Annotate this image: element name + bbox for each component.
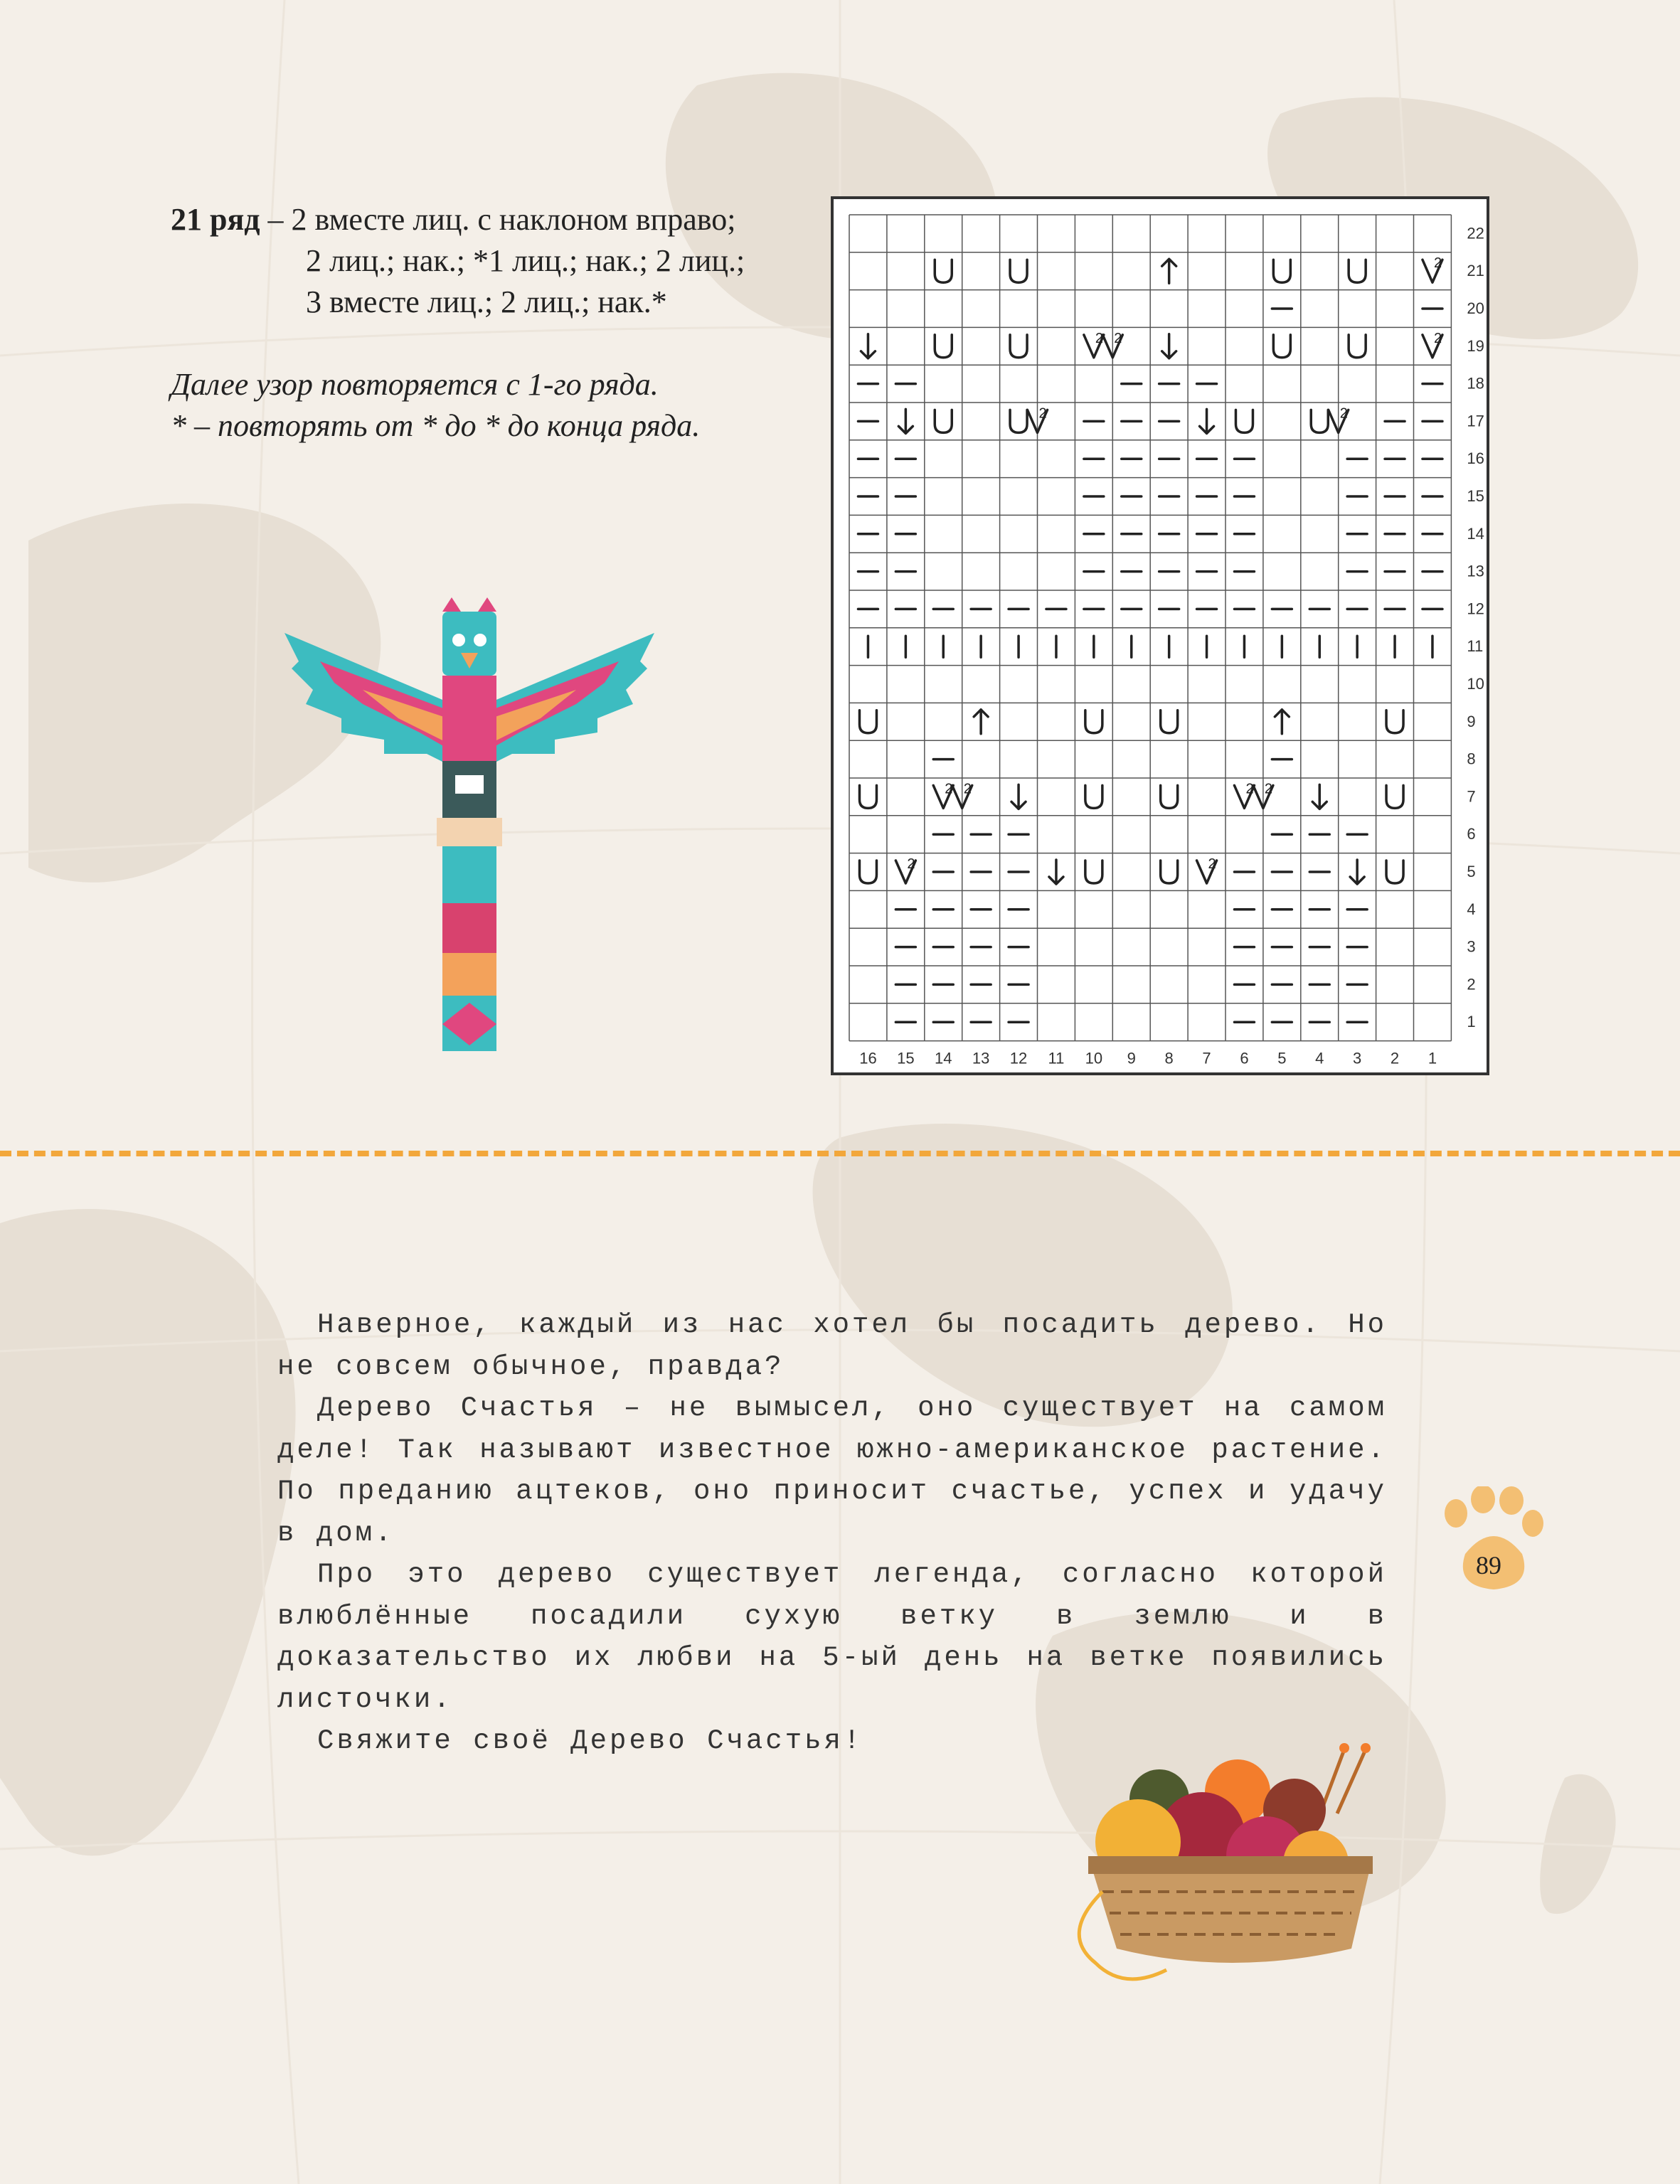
- asterisk-note: * – повторять от * до * до конца ряда.: [171, 408, 701, 443]
- chart-symbol: [859, 861, 876, 883]
- knitting-chart-grid: [834, 199, 1487, 1072]
- chart-symbol: [1200, 409, 1214, 433]
- chart-symbol-label: 2: [1095, 330, 1103, 346]
- chart-symbol: [1162, 334, 1176, 358]
- chart-symbol: [1349, 335, 1366, 358]
- chart-symbol-label: 2: [963, 781, 972, 797]
- chart-symbol-label: 2: [945, 781, 953, 797]
- chart-row-label: 12: [1467, 600, 1484, 618]
- chart-symbol: [935, 260, 952, 282]
- totem-pole-illustration: [277, 597, 661, 1053]
- chart-symbol: [859, 785, 876, 808]
- chart-row-label: 17: [1467, 412, 1484, 430]
- story-paragraph: Свяжите своё Дерево Счастья!: [317, 1725, 863, 1757]
- chart-symbol: [933, 781, 953, 808]
- chart-row-label: 4: [1467, 900, 1476, 918]
- chart-column-label: 7: [1202, 1049, 1211, 1067]
- chart-column-label: 10: [1085, 1049, 1103, 1067]
- chart-symbol: [1161, 710, 1178, 733]
- chart-symbol: [1350, 860, 1364, 884]
- chart-column-label: 13: [972, 1049, 990, 1067]
- knitting-chart: [831, 196, 1489, 1075]
- chart-row-label: 21: [1467, 262, 1484, 280]
- chart-row-label: 22: [1467, 224, 1484, 243]
- chart-row-label: 10: [1467, 675, 1484, 693]
- chart-symbol: [1085, 710, 1102, 733]
- chart-row-label: 3: [1467, 937, 1476, 956]
- chart-row-label: 18: [1467, 374, 1484, 393]
- chart-row-label: 20: [1467, 299, 1484, 317]
- chart-symbol: [859, 710, 876, 733]
- chart-row-label: 19: [1467, 336, 1484, 355]
- chart-column-label: 2: [1390, 1049, 1400, 1067]
- chart-symbol: [1010, 410, 1027, 432]
- chart-column-label: 12: [1009, 1049, 1028, 1067]
- chart-symbol: [1312, 784, 1327, 809]
- chart-row-label: 16: [1467, 449, 1484, 468]
- chart-column-label: 9: [1127, 1049, 1136, 1067]
- story-text: [277, 1304, 1387, 1762]
- chart-row-label: 8: [1467, 750, 1476, 768]
- chart-symbol-label: 2: [1339, 405, 1348, 422]
- chart-symbol: [1275, 710, 1289, 734]
- chart-symbol: [935, 410, 952, 432]
- chart-symbol: [1311, 410, 1328, 432]
- page-number: 89: [1476, 1551, 1501, 1580]
- chart-symbol: [1197, 856, 1217, 883]
- chart-symbol: [1386, 785, 1403, 808]
- chart-symbol-label: 2: [1433, 330, 1442, 346]
- chart-row-label: 13: [1467, 562, 1484, 580]
- chart-column-label: 5: [1277, 1049, 1287, 1067]
- chart-symbol: [1161, 785, 1178, 808]
- chart-symbol-label: 2: [907, 856, 915, 872]
- chart-symbol: [1085, 861, 1102, 883]
- chart-symbol: [898, 409, 913, 433]
- chart-column-label: 6: [1240, 1049, 1249, 1067]
- chart-row-label: 5: [1467, 863, 1476, 880]
- chart-symbol: [1049, 860, 1063, 884]
- row-label: 21 ряд: [171, 202, 260, 237]
- paw-icon: [1433, 1486, 1547, 1600]
- chart-symbol: [1010, 260, 1027, 282]
- chart-row-label: 1: [1467, 1013, 1476, 1031]
- story-paragraph: Наверное, каждый из нас хотел бы посадить дерево. Но не совсем обычное, правда?: [277, 1309, 1387, 1383]
- chart-column-label: 8: [1164, 1049, 1174, 1067]
- chart-symbol: [895, 856, 915, 883]
- chart-symbol-label: 2: [1038, 405, 1047, 422]
- chart-symbol: [974, 710, 988, 734]
- chart-row-label: 15: [1467, 487, 1484, 505]
- chart-symbol: [1162, 259, 1176, 283]
- chart-symbol: [1386, 861, 1403, 883]
- chart-symbol: [1161, 861, 1178, 883]
- chart-column-label: 14: [935, 1049, 952, 1067]
- repeat-note: Далее узор повторяется с 1-го ряда.: [171, 367, 659, 402]
- chart-symbol: [1084, 331, 1104, 358]
- chart-column-label: 15: [897, 1049, 915, 1067]
- chart-symbol-label: 2: [1114, 330, 1122, 346]
- chart-symbol: [1273, 335, 1290, 358]
- chart-column-label: 4: [1315, 1049, 1324, 1067]
- chart-column-label: 3: [1353, 1049, 1362, 1067]
- yarn-basket-illustration: [1060, 1735, 1401, 1991]
- story-paragraph: Про это дерево существует легенда, согласно которой влюблённые посадили сухую ветку в землю и в доказательство их любви на 5-ый день на ветке появились листочки.: [277, 1559, 1387, 1715]
- chart-symbol: [1423, 331, 1442, 358]
- instruction-line-2: 2 лиц.; нак.; *1 лиц.; нак.; 2 лиц.;: [306, 243, 745, 278]
- chart-symbol-label: 2: [1245, 781, 1254, 797]
- chart-symbol: [1234, 781, 1254, 808]
- chart-symbol-label: 2: [1208, 856, 1216, 872]
- chart-symbol: [935, 335, 952, 358]
- chart-row-label: 11: [1467, 637, 1484, 656]
- story-paragraph: Дерево Счастья – не вымысел, оно существует на самом деле! Так называют известное южно-американское растение. По преданию ацтеков, оно приносит счастье, успех и удачу в дом.: [277, 1392, 1387, 1549]
- chart-row-label: 7: [1467, 787, 1476, 806]
- row-21-instructions: [171, 199, 811, 323]
- chart-row-label: 6: [1467, 825, 1476, 843]
- chart-symbol: [861, 334, 875, 358]
- chart-symbol: [1085, 785, 1102, 808]
- section-divider: [0, 1151, 1680, 1156]
- chart-column-label: 16: [859, 1049, 877, 1067]
- pattern-notes: [171, 364, 811, 447]
- chart-symbol: [1349, 260, 1366, 282]
- instruction-line-1: – 2 вместе лиц. с наклоном вправо;: [260, 202, 736, 237]
- chart-row-label: 2: [1467, 975, 1476, 994]
- chart-symbol-label: 2: [1433, 255, 1442, 272]
- chart-column-label: 1: [1428, 1049, 1437, 1067]
- chart-symbol: [1235, 410, 1253, 432]
- instruction-line-3: 3 вместе лиц.; 2 лиц.; нак.*: [306, 284, 667, 319]
- chart-symbol: [1386, 710, 1403, 733]
- chart-symbol: [1010, 335, 1027, 358]
- chart-row-label: 9: [1467, 712, 1476, 730]
- chart-symbol-label: 2: [1264, 781, 1273, 797]
- chart-symbol: [1423, 255, 1442, 282]
- chart-symbol: [1273, 260, 1290, 282]
- chart-row-label: 14: [1467, 524, 1484, 543]
- chart-symbol: [1011, 784, 1026, 809]
- chart-column-label: 11: [1048, 1049, 1065, 1067]
